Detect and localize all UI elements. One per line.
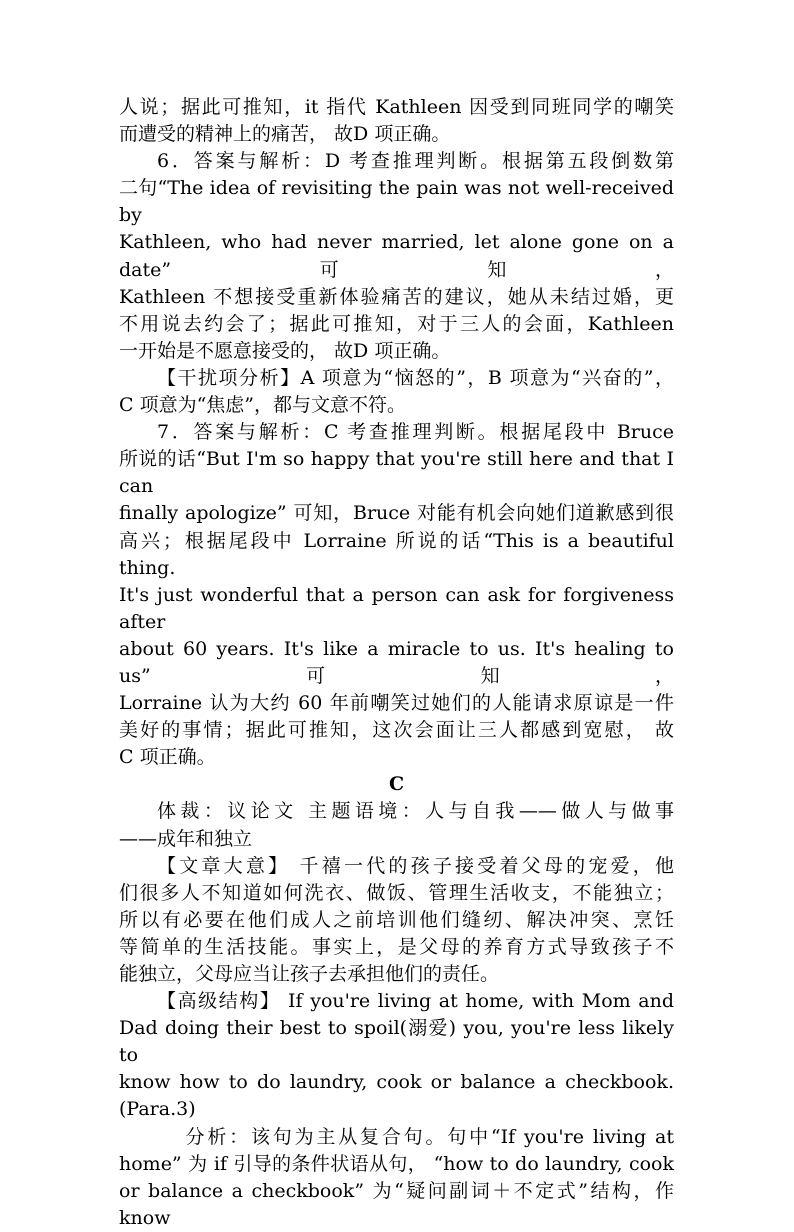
genre-and-theme: 体裁：议论文 主题语境：人与自我——做人与做事 <box>157 800 674 823</box>
text-line-25: 所以有必要在他们成人之前培训他们缝纫、解决冲突、烹饪 <box>119 908 674 931</box>
text-line-30: know how to do laundry, cook or balance a checkbook.(Para.3) <box>119 1071 674 1121</box>
text-line-33: or balance a checkbook” 为“疑问副词＋不定式”结构，作 know <box>119 1179 674 1229</box>
text-line-7: 不用说去约会了；据此可推知，对于三人的会面，Kathleen <box>119 312 674 335</box>
text-line-4: 二句“The idea of revisiting the pain was not well-received by <box>119 177 674 227</box>
text-line-12: 所说的话“But I'm so happy that you're still here and that I can <box>119 448 674 498</box>
text-line-6: Kathleen 不想接受重新体验痛苦的建议，她从未结过婚，更 <box>119 285 674 308</box>
distractor-analysis: 【干扰项分析】A 项意为“恼怒的”，B 项意为“兴奋的”， <box>157 366 674 389</box>
text-line-32: home” 为 if 引导的条件状语从句， “how to do laundry, cook <box>119 1152 674 1175</box>
text-line-19: C 项正确。 <box>119 746 216 769</box>
text-line-14: 高兴；根据尾段中 Lorraine 所说的话“This is a beautiful thing. <box>119 529 674 579</box>
section-c-heading: C <box>388 773 405 796</box>
text-line-10: C 项意为“焦虑”，都与文意不符。 <box>119 394 407 417</box>
analysis-paragraph: 分析：该句为主从复合句。句中“If you're living at <box>185 1125 674 1148</box>
advanced-structure: 【高级结构】 If you're living at home, with Mom and <box>157 990 674 1013</box>
text-line-29: Dad doing their best to spoil(溺爱) you, you're less likely to <box>119 1017 674 1067</box>
text-line-2: 而遭受的精神上的痛苦， 故D 项正确。 <box>119 123 451 146</box>
text-line-13: finally apologize” 可知，Bruce 对能有机会向她们道歉感到很 <box>119 502 674 525</box>
text-line-27: 能独立，父母应当让孩子去承担他们的责任。 <box>119 963 500 985</box>
text-line-16: about 60 years. It's like a miracle to us. It's healing to us”可知， <box>119 637 674 687</box>
text-line-8: 一开始是不愿意接受的， 故D 项正确。 <box>119 339 451 362</box>
text-line-15: It's just wonderful that a person can ask for forgiveness after <box>119 583 674 633</box>
text-line-5: Kathleen, who had never married, let alone gone on a date”可知， <box>119 231 674 281</box>
article-summary: 【文章大意】 千禧一代的孩子接受着父母的宠爱，他 <box>157 854 674 877</box>
document-page <box>119 94 674 1232</box>
answer-7-heading: 7．答案与解析：C 考查推理判断。根据尾段中 Bruce <box>157 421 674 444</box>
text-line-26: 等简单的生活技能。事实上，是父母的养育方式导致孩子不 <box>119 935 674 958</box>
text-line-22: ——成年和独立 <box>119 827 253 850</box>
text-line-24: 们很多人不知道如何洗衣、做饭、管理生活收支，不能独立； <box>119 881 674 904</box>
answer-6-heading: 6．答案与解析：D 考查推理判断。根据第五段倒数第 <box>157 150 674 173</box>
text-line-18: 美好的事情；据此可推知，这次会面让三人都感到宽慰， 故 <box>119 719 674 742</box>
text-line-1: 人说；据此可推知，it 指代 Kathleen 因受到同班同学的嘲笑 <box>119 96 674 118</box>
text-line-17: Lorraine 认为大约 60 年前嘲笑过她们的人能请求原谅是一件 <box>119 692 674 715</box>
